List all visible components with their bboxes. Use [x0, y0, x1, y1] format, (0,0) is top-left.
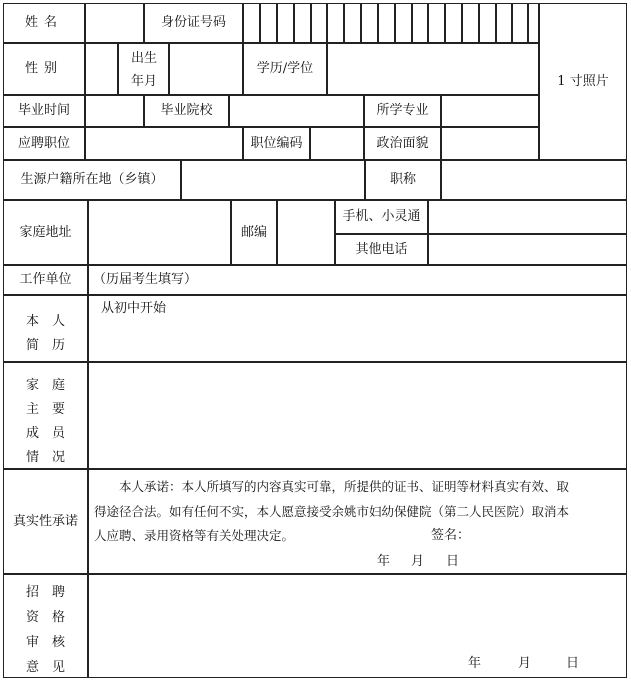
address-label-cell: [3, 200, 88, 265]
origin-input-cell[interactable]: [181, 160, 365, 200]
honesty-line-3: 人应聘、录用资格等有关处理决定。: [94, 528, 295, 543]
review-content-cell[interactable]: [88, 574, 627, 678]
review-label-1: 招 聘: [26, 585, 66, 600]
degree-input-cell[interactable]: [327, 43, 539, 95]
address-label: 家庭地址: [19, 224, 72, 240]
mobile-label-cell: [335, 200, 428, 234]
id-digit-box[interactable]: [445, 3, 462, 43]
honesty-label-cell: [3, 469, 88, 574]
position-code-label-cell: [243, 127, 310, 160]
gender-label-cell: [3, 43, 85, 95]
id-digit-box[interactable]: [378, 3, 395, 43]
honesty-line-2: 得途径合法。如有任何不实，本人愿意接受余姚市妇幼保健院（第二人民医院）取消本: [94, 504, 570, 519]
id-label-cell: [144, 3, 243, 43]
id-digit-box[interactable]: [395, 3, 412, 43]
origin-label-cell: [3, 160, 181, 200]
gender-input-cell[interactable]: [85, 43, 118, 95]
id-digit-box[interactable]: [294, 3, 311, 43]
birth-label-line2: 年月: [131, 74, 158, 89]
name-label-cell: [3, 3, 85, 43]
origin-label: 生源户籍所在地（乡镇）: [20, 172, 164, 187]
birth-label-line1: 出生: [131, 51, 158, 66]
sign-label: 签名：: [431, 528, 471, 543]
id-digit-box[interactable]: [260, 3, 277, 43]
id-digit-box[interactable]: [344, 3, 361, 43]
position-code-label: 职位编码: [250, 135, 303, 151]
resume-label-2: 简 历: [26, 338, 66, 353]
gender-label: 性别: [24, 61, 63, 76]
grad-time-input-cell[interactable]: [85, 95, 144, 127]
work-label-cell: [3, 265, 88, 295]
work-note: （历届考生填写）: [93, 272, 198, 287]
birth-input-cell[interactable]: [169, 43, 243, 95]
position-code-input-cell[interactable]: [310, 127, 364, 160]
id-digit-box[interactable]: [243, 3, 260, 43]
honesty-date-year: 年: [377, 554, 391, 569]
grad-school-label: 毕业院校: [160, 103, 213, 118]
id-digit-box[interactable]: [361, 3, 378, 43]
honesty-date-month: 月: [411, 554, 425, 569]
photo-label: 1 寸照片: [557, 73, 609, 89]
position-input-cell[interactable]: [85, 127, 243, 160]
family-label-2: 主 要: [26, 402, 66, 417]
postcode-input-cell[interactable]: [277, 200, 335, 265]
major-input-cell[interactable]: [441, 95, 539, 127]
major-label-cell: [364, 95, 441, 127]
grad-time-label: 毕业时间: [17, 103, 70, 118]
id-digit-box[interactable]: [428, 3, 445, 43]
id-digit-box[interactable]: [277, 3, 294, 43]
id-label: 身份证号码: [160, 15, 226, 30]
work-label: 工作单位: [19, 272, 72, 287]
id-digit-box[interactable]: [512, 3, 528, 43]
id-digit-box[interactable]: [327, 3, 344, 43]
resume-label-cell: [3, 295, 88, 362]
resume-note: 从初中开始: [101, 301, 167, 316]
honesty-content-cell: [88, 469, 627, 574]
id-digit-box[interactable]: [311, 3, 327, 43]
honesty-line-1: 本人承诺：本人所填写的内容真实可靠，所提供的证书、证明等材料真实有效、取: [119, 479, 570, 494]
id-digit-box[interactable]: [479, 3, 496, 43]
resume-label-1: 本 人: [26, 314, 66, 329]
political-input-cell[interactable]: [441, 127, 539, 160]
name-label: 姓名: [24, 15, 63, 30]
grad-school-input-cell[interactable]: [229, 95, 364, 127]
review-date-year: 年: [468, 656, 482, 671]
honesty-label: 真实性承诺: [12, 513, 78, 529]
title-input-cell[interactable]: [441, 160, 627, 200]
other-phone-label: 其他电话: [355, 241, 408, 257]
family-label-cell: [3, 362, 88, 469]
review-label-3: 审 核: [26, 635, 66, 650]
mobile-label: 手机、小灵通: [342, 209, 421, 224]
family-label-4: 情 况: [26, 450, 66, 465]
address-input-cell[interactable]: [88, 200, 231, 265]
degree-label: 学历/学位: [256, 61, 314, 76]
position-label: 应聘职位: [17, 135, 70, 151]
grad-school-label-cell: [144, 95, 229, 127]
review-date-day: 日: [566, 656, 580, 671]
review-date-month: 月: [518, 656, 532, 671]
degree-label-cell: [243, 43, 327, 95]
id-digit-box[interactable]: [528, 3, 539, 43]
political-label: 政治面貌: [376, 135, 429, 151]
family-label-3: 成 员: [26, 426, 66, 441]
other-phone-input-cell[interactable]: [428, 234, 627, 265]
title-label-cell: [365, 160, 441, 200]
postcode-label-cell: [231, 200, 277, 265]
family-label-1: 家 庭: [26, 378, 66, 393]
work-input-cell[interactable]: [88, 265, 627, 295]
name-input-cell[interactable]: [85, 3, 144, 43]
grad-time-label-cell: [3, 95, 85, 127]
id-digit-box[interactable]: [412, 3, 428, 43]
birth-label-cell: [118, 43, 169, 95]
title-label: 职称: [389, 172, 416, 187]
other-phone-label-cell: [335, 234, 428, 265]
review-label-4: 意 见: [26, 660, 66, 675]
id-digit-box[interactable]: [496, 3, 512, 43]
photo-cell[interactable]: [539, 3, 627, 160]
honesty-date-day: 日: [446, 554, 460, 569]
postcode-label: 邮编: [240, 224, 267, 240]
major-label: 所学专业: [376, 103, 429, 118]
review-label-cell: [3, 574, 88, 678]
position-label-cell: [3, 127, 85, 160]
family-input-cell[interactable]: [88, 362, 627, 469]
political-label-cell: [364, 127, 441, 160]
id-digit-box[interactable]: [462, 3, 479, 43]
mobile-input-cell[interactable]: [428, 200, 627, 234]
review-label-2: 资 格: [26, 610, 66, 625]
resume-input-cell[interactable]: [88, 295, 627, 362]
